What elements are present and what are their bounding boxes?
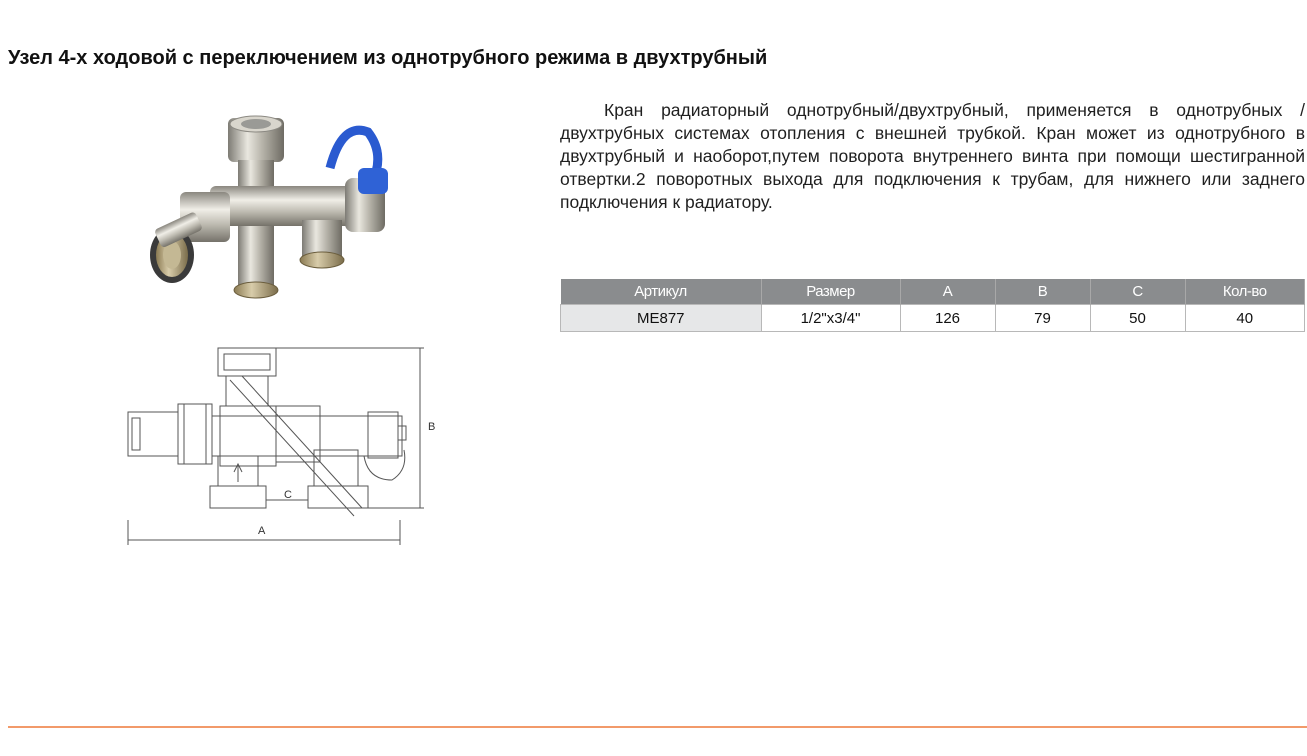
dimension-label-b: B — [428, 421, 436, 433]
product-photo — [130, 110, 410, 310]
product-description: Кран радиаторный однотрубный/двухтрубный, применяется в однотрубных / двухтрубных системах отопления с внешней трубкой. Кран может из однотрубного в двухтрубный и наоборот,путем поворота внутреннего винта при помощи шестигранной отвертки.2 поворотных выхода для подключения к трубам, для нижнего или заднего подключения к радиатору. — [560, 100, 1305, 212]
table-header-row — [561, 279, 1305, 305]
dimension-label-c: C — [284, 489, 292, 501]
page-title: Узел 4-х ходовой с переключением из однотрубного режима в двухтрубный — [8, 47, 768, 69]
technical-drawing — [118, 340, 448, 550]
header-b: B — [995, 279, 1090, 305]
footer-divider — [8, 726, 1307, 728]
spec-table — [560, 279, 1305, 332]
table-row — [561, 305, 1305, 332]
header-a: A — [900, 279, 995, 305]
header-quantity: Кол-во — [1185, 279, 1305, 305]
header-size: Размер — [761, 279, 900, 305]
header-c: C — [1090, 279, 1185, 305]
cell-c: 50 — [1090, 305, 1185, 332]
cell-b: 79 — [995, 305, 1090, 332]
cell-a: 126 — [900, 305, 995, 332]
dimension-label-a: A — [258, 525, 266, 537]
cell-article: ME877 — [561, 305, 762, 332]
header-article: Артикул — [561, 279, 762, 305]
cell-size: 1/2"x3/4" — [761, 305, 900, 332]
cell-quantity: 40 — [1185, 305, 1305, 332]
